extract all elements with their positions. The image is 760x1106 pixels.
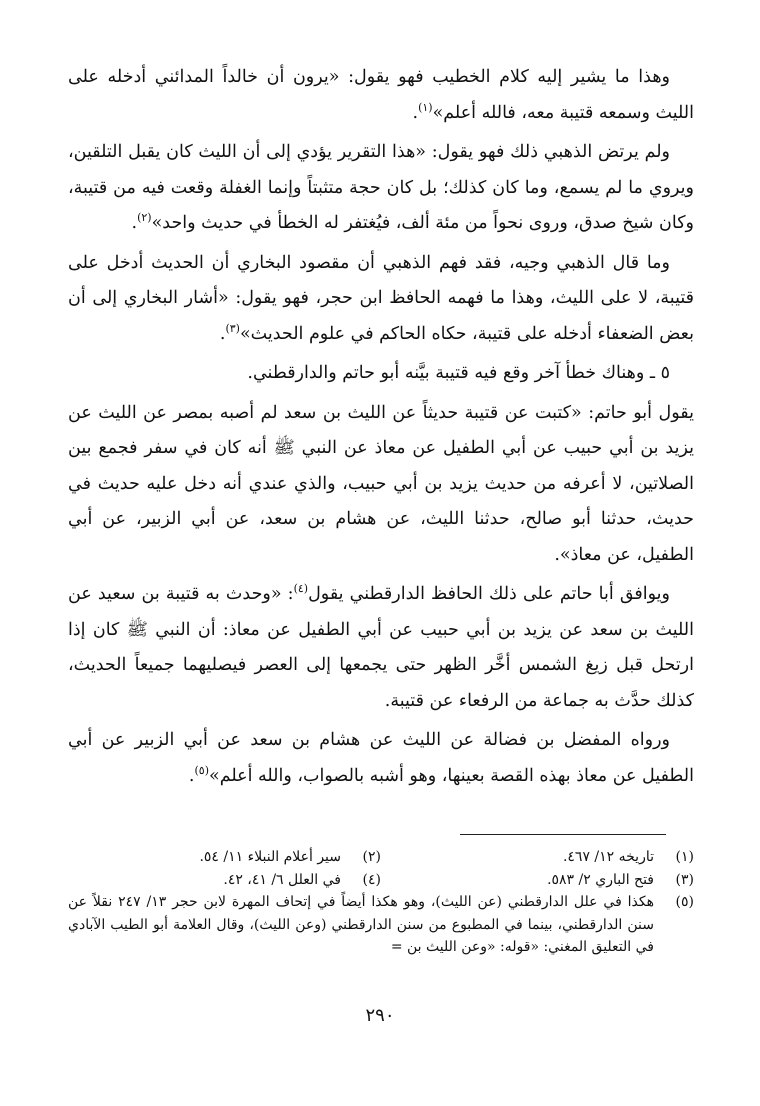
footnote-number: (١) (675, 849, 694, 865)
paragraph (68, 577, 694, 719)
paragraph (68, 60, 694, 131)
paragraph-text: وهذا ما يشير إليه كلام الخطيب فهو يقول: «يرون أن خالداً المدائني أدخله على الليث وسمعه قتيبة معه، فالله أعلم» (68, 67, 694, 123)
footnote-text: في العلل ٦/ ٤١، ٤٢. (223, 871, 341, 888)
footnote-text: هكذا في علل الدارقطني (عن الليث)، وهو هكذا أيضاً في إتحاف المهرة لابن حجر ١٣/ ٢٤٧ نقلاً عن سنن الدارقطني، بينما في المطبوع من سنن الدارقطني (وعن الليث)، وقال العلامة أبو الطيب الآبادي في التعليق المغني: «قوله: «وعن الليث بن = (68, 894, 654, 955)
footnote-separator (460, 834, 666, 835)
footnote (381, 869, 694, 892)
footnote-number: (٤) (362, 871, 381, 888)
footnote-row (68, 846, 694, 869)
paragraph-text: ولم يرتض الذهبي ذلك فهو يقول: «هذا التقرير يؤدي إلى أن الليث كان يقبل التلقين، ويروي ما لم يسمع، وما كان كذلك؛ بل كان حجة متثبتاً وإنما الغفلة وقعت فيه من قتيبة، وكان شيخ صدق، وروى نحواً من مئة ألف، فيُغتفر له الخطأ في حديث واحد» (68, 142, 694, 233)
footnote-ref: (٣) (225, 321, 240, 335)
footnote (68, 891, 694, 959)
footnote-ref: (٢) (137, 211, 152, 225)
paragraph-text: يقول أبو حاتم: «كتبت عن قتيبة حديثاً عن الليث بن سعد لم أصبه بمصر عن الليث عن يزيد بن أبي حبيب عن أبي الطفيل عن معاذ عن النبي ﷺ أنه كان في سفر فجمع بين الصلاتين، لا أعرفه من حديث يزيد بن أبي حبيب، والذي عندي أنه دخل عليه حديث في حديث، حدثنا أبو صالح، حدثنا الليث، عن هشام بن سعد، عن أبي الزبير، عن أبي الطفيل، عن معاذ». (68, 402, 694, 565)
paragraph-tail: . (131, 213, 138, 233)
footnote-text: فتح الباري ٢/ ٥٨٣. (547, 871, 654, 888)
paragraph (68, 246, 694, 353)
footnote-ref: (١) (418, 100, 433, 114)
paragraph (68, 356, 694, 392)
footnote (68, 846, 381, 869)
paragraph-tail: . (219, 323, 226, 344)
footnote-number: (٣) (675, 871, 694, 888)
main-text (68, 60, 694, 798)
paragraph-tail: . (188, 765, 195, 786)
paragraph (68, 396, 694, 574)
paragraph-text: ورواه المفضل بن فضالة عن الليث عن هشام بن سعد عن أبي الزبير عن أبي الطفيل عن معاذ بهذه القصة بعينها، وهو أشبه بالصواب، والله أعلم» (68, 730, 694, 786)
footnote-number: (٥) (675, 894, 694, 910)
paragraph-text: ويوافق أبا حاتم على ذلك الحافظ الدارقطني يقول (308, 584, 671, 604)
paragraph (68, 723, 694, 794)
footnotes (68, 846, 694, 959)
footnote-ref: (٥) (194, 763, 209, 777)
paragraph (68, 135, 694, 242)
footnote (68, 869, 381, 892)
footnote-ref: (٤) (293, 582, 309, 596)
paragraph-tail: : «وحدث به قتيبة بن سعيد عن الليث بن سعد عن يزيد بن أبي حبيب عن أبي الطفيل عن معاذ: أن النبي ﷺ كان إذا ارتحل قبل زيغ الشمس أخَّر الظهر حتى يجمعها إلى العصر فيصليهما جميعاً الحديث، كذلك حدَّث به جماعة من الرفعاء عن قتيبة. (68, 584, 694, 711)
paragraph-text: ٥ ـ وهناك خطأ آخر وقع فيه قتيبة بيَّنه أبو حاتم والدارقطني. (247, 363, 670, 383)
footnote-text: تاريخه ١٢/ ٤٦٧. (562, 849, 654, 865)
footnote (381, 846, 694, 869)
footnote-text: سير أعلام النبلاء ١١/ ٥٤. (199, 849, 341, 865)
page-number: ٢٩٠ (365, 1005, 395, 1026)
footnote-row (68, 869, 694, 892)
footnote-number: (٢) (362, 849, 381, 865)
paragraph-tail: . (412, 102, 419, 123)
paragraph-text: وما قال الذهبي وجيه، فقد فهم الذهبي أن مقصود البخاري أن الحديث أدخل على قتيبة، لا على الليث، وهذا ما فهمه الحافظ ابن حجر، فهو يقول: «أشار البخاري إلى أن بعض الضعفاء أدخله على قتيبة، حكاه الحاكم في علوم الحديث» (68, 252, 694, 344)
